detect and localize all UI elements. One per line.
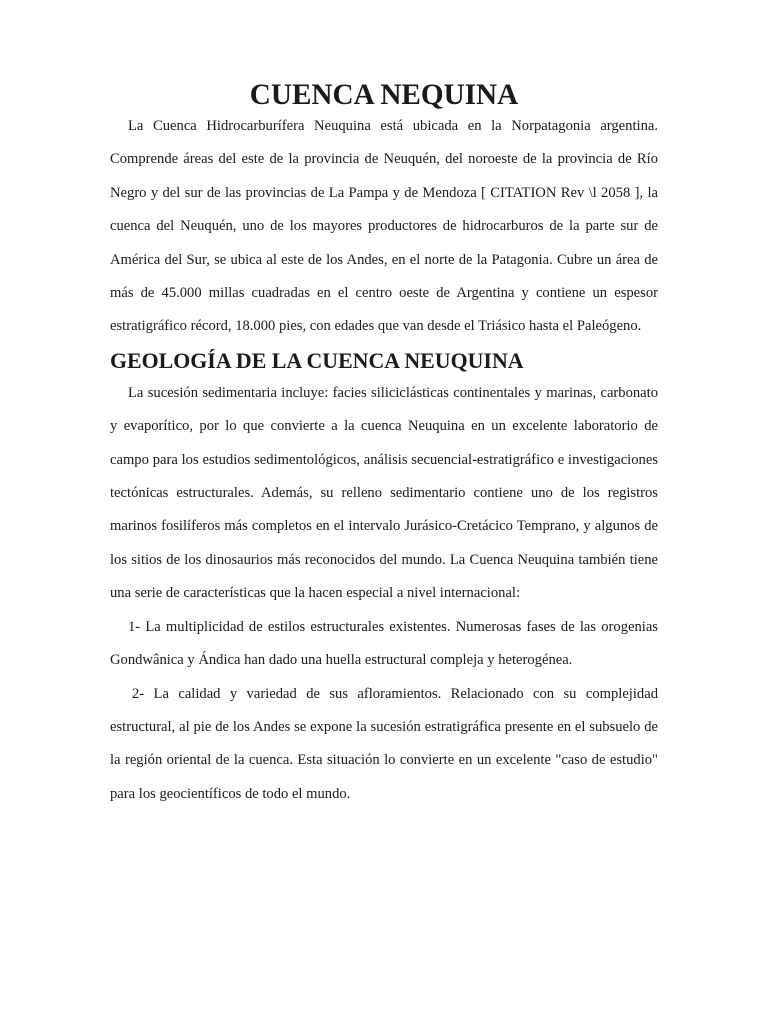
list-item-1: 1- La multiplicidad de estilos estructurales existentes. Numerosas fases de las orogenias Gondwânica y Ándica han dado una huella estructural compleja y heterogénea. (110, 618, 658, 669)
document-title: CUENCA NEQUINA (249, 79, 519, 111)
document-page (110, 80, 658, 811)
list-item-2: 2- La calidad y variedad de sus afloramientos. Relacionado con su complejidad estructural, al pie de los Andes se expone la sucesión estratigráfica presente en el subsuelo de la región oriental de la cuenca. Esta situación lo convierte en un excelente "caso de estudio" para los geocientíficos de todo el mundo. (110, 685, 658, 802)
intro-paragraph: La Cuenca Hidrocarburífera Neuquina está ubicada en la Norpatagonia argentina. Comprende áreas del este de la provincia de Neuquén, del noroeste de la provincia de Río Negro y del sur de las provincias de La Pampa y de Mendoza [ CITATION Rev \l 2058 ], la cuenca del Neuquén, uno de los mayores productores de hidrocarburos de la parte sur de América del Sur, se ubica al este de los Andes, en el norte de la Patagonia. Cubre un área de más de 45.000 millas cuadradas en el centro oeste de Argentina y contiene un espesor estratigráfico récord, 18.000 pies, con edades que van desde el Triásico hasta el Paleógeno. (110, 118, 658, 335)
geology-paragraph: La sucesión sedimentaria incluye: facies siliciclásticas continentales y marinas, carbonato y evaporítico, por lo que convierte a la cuenca Neuquina en un excelente laboratorio de campo para los estudios sedimentológicos, análisis secuencial-estratigráfico e investigaciones tectónicas estructurales. Además, su relleno sedimentario contiene uno de los registros marinos fosilíferos más completos en el intervalo Jurásico-Cretácico Temprano, y algunos de los sitios de los dinosaurios más reconocidos del mundo. La Cuenca Neuquina también tiene una serie de características que la hacen especial a nivel internacional: (110, 384, 658, 602)
section-heading: GEOLOGÍA DE LA CUENCA NEUQUINA (110, 347, 524, 373)
